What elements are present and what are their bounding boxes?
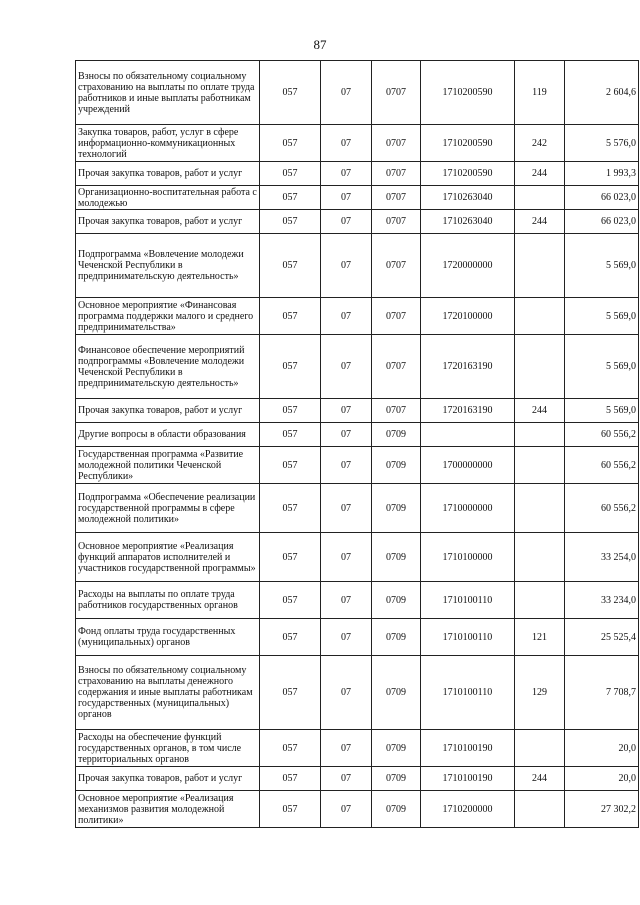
budget-table-body: [76, 61, 639, 828]
table-row: [76, 423, 639, 447]
row-subsection-code: 0709: [372, 791, 421, 828]
row-amount: 20,0: [565, 767, 639, 791]
table-row: [76, 656, 639, 730]
row-section-code: 07: [321, 582, 372, 619]
row-target-code: 1710100000: [421, 533, 515, 582]
row-target-code: 1710200000: [421, 791, 515, 828]
row-target-code: 1720163190: [421, 399, 515, 423]
row-expense-type-code: 242: [515, 125, 565, 162]
row-target-code: 1700000000: [421, 447, 515, 484]
row-amount: 5 576,0: [565, 125, 639, 162]
row-ved-code: 057: [260, 61, 321, 125]
row-name: Взносы по обязательному социальному страхованию на выплаты по оплате труда работников и иные выплаты работникам учреждений: [76, 61, 260, 125]
table-row: [76, 61, 639, 125]
table-row: [76, 484, 639, 533]
row-name: Взносы по обязательному социальному страхованию на выплаты денежного содержания и иные выплаты работникам государственных (муниципальных) органов: [76, 656, 260, 730]
table-row: [76, 767, 639, 791]
row-ved-code: 057: [260, 162, 321, 186]
row-name: Расходы на выплаты по оплате труда работников государственных органов: [76, 582, 260, 619]
row-section-code: 07: [321, 447, 372, 484]
row-ved-code: 057: [260, 656, 321, 730]
row-subsection-code: 0707: [372, 210, 421, 234]
row-name: Основное мероприятие «Финансовая программа поддержки малого и среднего предпринимательства»: [76, 298, 260, 335]
row-section-code: 07: [321, 61, 372, 125]
row-target-code: 1710200590: [421, 125, 515, 162]
row-target-code: [421, 423, 515, 447]
row-expense-type-code: 119: [515, 61, 565, 125]
row-expense-type-code: 244: [515, 399, 565, 423]
row-ved-code: 057: [260, 423, 321, 447]
row-section-code: 07: [321, 125, 372, 162]
row-target-code: 1710100110: [421, 582, 515, 619]
table-row: [76, 791, 639, 828]
row-target-code: 1710200590: [421, 162, 515, 186]
row-subsection-code: 0707: [372, 125, 421, 162]
row-amount: 5 569,0: [565, 335, 639, 399]
row-section-code: 07: [321, 423, 372, 447]
row-name: Подпрограмма «Обеспечение реализации государственной программы в сфере молодежной политики»: [76, 484, 260, 533]
table-row: [76, 162, 639, 186]
row-section-code: 07: [321, 533, 372, 582]
row-section-code: 07: [321, 298, 372, 335]
row-amount: 33 234,0: [565, 582, 639, 619]
row-subsection-code: 0707: [372, 335, 421, 399]
row-subsection-code: 0709: [372, 423, 421, 447]
row-section-code: 07: [321, 162, 372, 186]
row-ved-code: 057: [260, 186, 321, 210]
row-amount: 20,0: [565, 730, 639, 767]
row-expense-type-code: [515, 335, 565, 399]
row-amount: 7 708,7: [565, 656, 639, 730]
row-expense-type-code: [515, 730, 565, 767]
table-row: [76, 730, 639, 767]
row-target-code: 1710000000: [421, 484, 515, 533]
row-expense-type-code: 244: [515, 210, 565, 234]
row-expense-type-code: [515, 582, 565, 619]
row-subsection-code: 0707: [372, 399, 421, 423]
row-expense-type-code: 244: [515, 162, 565, 186]
row-section-code: 07: [321, 210, 372, 234]
row-subsection-code: 0707: [372, 234, 421, 298]
row-amount: 60 556,2: [565, 484, 639, 533]
row-amount: 5 569,0: [565, 399, 639, 423]
row-subsection-code: 0709: [372, 582, 421, 619]
row-subsection-code: 0709: [372, 656, 421, 730]
row-expense-type-code: [515, 447, 565, 484]
row-subsection-code: 0709: [372, 619, 421, 656]
row-target-code: 1710100110: [421, 619, 515, 656]
table-row: [76, 210, 639, 234]
row-amount: 27 302,2: [565, 791, 639, 828]
row-subsection-code: 0709: [372, 447, 421, 484]
row-expense-type-code: [515, 298, 565, 335]
row-subsection-code: 0707: [372, 61, 421, 125]
row-ved-code: 057: [260, 234, 321, 298]
table-row: [76, 399, 639, 423]
table-row: [76, 533, 639, 582]
row-name: Прочая закупка товаров, работ и услуг: [76, 767, 260, 791]
row-section-code: 07: [321, 619, 372, 656]
row-name: Прочая закупка товаров, работ и услуг: [76, 210, 260, 234]
row-section-code: 07: [321, 791, 372, 828]
row-section-code: 07: [321, 186, 372, 210]
row-target-code: 1720000000: [421, 234, 515, 298]
row-subsection-code: 0709: [372, 730, 421, 767]
table-row: [76, 619, 639, 656]
row-ved-code: 057: [260, 484, 321, 533]
row-target-code: 1710100110: [421, 656, 515, 730]
row-ved-code: 057: [260, 582, 321, 619]
row-amount: 5 569,0: [565, 234, 639, 298]
row-section-code: 07: [321, 399, 372, 423]
row-name: Расходы на обеспечение функций государственных органов, в том числе территориальных органов: [76, 730, 260, 767]
row-ved-code: 057: [260, 399, 321, 423]
row-expense-type-code: [515, 423, 565, 447]
table-row: [76, 125, 639, 162]
row-subsection-code: 0709: [372, 767, 421, 791]
table-row: [76, 335, 639, 399]
table-row: [76, 582, 639, 619]
row-ved-code: 057: [260, 791, 321, 828]
row-target-code: 1710200590: [421, 61, 515, 125]
row-section-code: 07: [321, 730, 372, 767]
row-amount: 33 254,0: [565, 533, 639, 582]
row-subsection-code: 0707: [372, 298, 421, 335]
page-number: 87: [313, 37, 327, 52]
table-row: [76, 298, 639, 335]
row-expense-type-code: [515, 484, 565, 533]
row-section-code: 07: [321, 335, 372, 399]
row-subsection-code: 0709: [372, 484, 421, 533]
row-amount: 2 604,6: [565, 61, 639, 125]
row-amount: 60 556,2: [565, 447, 639, 484]
row-ved-code: 057: [260, 298, 321, 335]
row-expense-type-code: [515, 234, 565, 298]
row-name: Финансовое обеспечение мероприятий подпрограммы «Вовлечение молодежи Чеченской Республики в предпринимательскую деятельность»: [76, 335, 260, 399]
table-row: [76, 234, 639, 298]
row-section-code: 07: [321, 484, 372, 533]
row-name: Закупка товаров, работ, услуг в сфере информационно-коммуникационных технологий: [76, 125, 260, 162]
row-ved-code: 057: [260, 619, 321, 656]
row-target-code: 1720100000: [421, 298, 515, 335]
row-amount: 66 023,0: [565, 210, 639, 234]
row-amount: 5 569,0: [565, 298, 639, 335]
table-row: [76, 447, 639, 484]
row-name: Фонд оплаты труда государственных (муниципальных) органов: [76, 619, 260, 656]
row-expense-type-code: [515, 186, 565, 210]
row-name: Основное мероприятие «Реализация механизмов развития молодежной политики»: [76, 791, 260, 828]
row-target-code: 1710100190: [421, 767, 515, 791]
budget-table: [75, 60, 639, 828]
table-row: [76, 186, 639, 210]
row-amount: 1 993,3: [565, 162, 639, 186]
row-name: Организационно-воспитательная работа с молодежью: [76, 186, 260, 210]
row-name: Прочая закупка товаров, работ и услуг: [76, 162, 260, 186]
row-ved-code: 057: [260, 767, 321, 791]
row-section-code: 07: [321, 234, 372, 298]
row-name: Другие вопросы в области образования: [76, 423, 260, 447]
row-ved-code: 057: [260, 125, 321, 162]
row-target-code: 1710263040: [421, 186, 515, 210]
row-subsection-code: 0707: [372, 162, 421, 186]
row-expense-type-code: 121: [515, 619, 565, 656]
row-target-code: 1710263040: [421, 210, 515, 234]
row-ved-code: 057: [260, 447, 321, 484]
row-name: Государственная программа «Развитие молодежной политики Чеченской Республики»: [76, 447, 260, 484]
row-ved-code: 057: [260, 210, 321, 234]
row-ved-code: 057: [260, 533, 321, 582]
row-expense-type-code: 129: [515, 656, 565, 730]
row-amount: 66 023,0: [565, 186, 639, 210]
row-subsection-code: 0707: [372, 186, 421, 210]
row-target-code: 1710100190: [421, 730, 515, 767]
row-subsection-code: 0709: [372, 533, 421, 582]
row-name: Основное мероприятие «Реализация функций аппаратов исполнителей и участников государственной программы»: [76, 533, 260, 582]
row-section-code: 07: [321, 656, 372, 730]
row-target-code: 1720163190: [421, 335, 515, 399]
row-name: Прочая закупка товаров, работ и услуг: [76, 399, 260, 423]
row-expense-type-code: 244: [515, 767, 565, 791]
row-section-code: 07: [321, 767, 372, 791]
row-ved-code: 057: [260, 335, 321, 399]
row-amount: 60 556,2: [565, 423, 639, 447]
row-name: Подпрограмма «Вовлечение молодежи Чеченской Республики в предпринимательскую деятельность»: [76, 234, 260, 298]
row-ved-code: 057: [260, 730, 321, 767]
row-expense-type-code: [515, 533, 565, 582]
row-expense-type-code: [515, 791, 565, 828]
row-amount: 25 525,4: [565, 619, 639, 656]
